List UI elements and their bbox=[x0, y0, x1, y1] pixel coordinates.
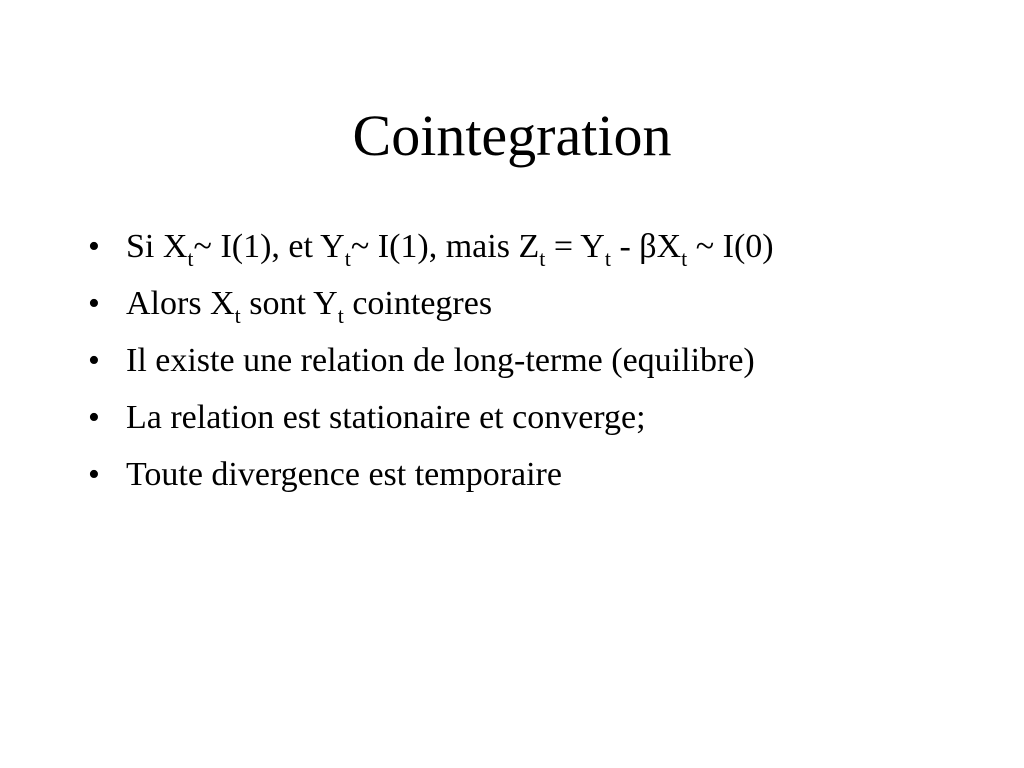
slide-title: Cointegration bbox=[352, 103, 672, 168]
text-run: cointegres bbox=[343, 285, 493, 322]
bullet-text bbox=[126, 226, 774, 271]
bullet-item bbox=[88, 283, 988, 328]
bullet-text bbox=[126, 397, 646, 439]
subscript: t bbox=[187, 246, 194, 271]
bullet-text bbox=[126, 454, 562, 496]
bullet-item bbox=[88, 226, 988, 271]
bullet-text bbox=[126, 340, 755, 382]
bullet-text bbox=[126, 283, 492, 328]
text-run: - βX bbox=[610, 228, 682, 265]
subscript: t bbox=[681, 246, 688, 271]
subscript: t bbox=[234, 303, 241, 328]
bullet-dot: • bbox=[88, 456, 100, 493]
bullet-item bbox=[88, 397, 988, 439]
text-run: Il existe une relation de long-terme (equilibre) bbox=[126, 342, 755, 379]
text-run: ~ I(0) bbox=[687, 228, 774, 265]
bullet-item bbox=[88, 454, 988, 496]
text-run: La relation est stationaire et converge; bbox=[126, 399, 646, 436]
subscript: t bbox=[604, 246, 611, 271]
bullet-item bbox=[88, 340, 988, 382]
text-run: ~ I(1), mais Z bbox=[350, 228, 540, 265]
bullet-dot: • bbox=[88, 285, 100, 322]
bullet-dot: • bbox=[88, 399, 100, 436]
bullet-dot: • bbox=[88, 228, 100, 265]
text-run: = Y bbox=[545, 228, 605, 265]
text-run: Toute divergence est temporaire bbox=[126, 456, 562, 493]
text-run: ~ I(1), et Y bbox=[193, 228, 345, 265]
bullet-dot: • bbox=[88, 342, 100, 379]
subscript: t bbox=[337, 303, 344, 328]
subscript: t bbox=[344, 246, 351, 271]
text-run: Alors X bbox=[126, 285, 235, 322]
subscript: t bbox=[539, 246, 546, 271]
text-run: Si X bbox=[126, 228, 188, 265]
bullet-list bbox=[88, 226, 988, 511]
text-run: sont Y bbox=[240, 285, 338, 322]
